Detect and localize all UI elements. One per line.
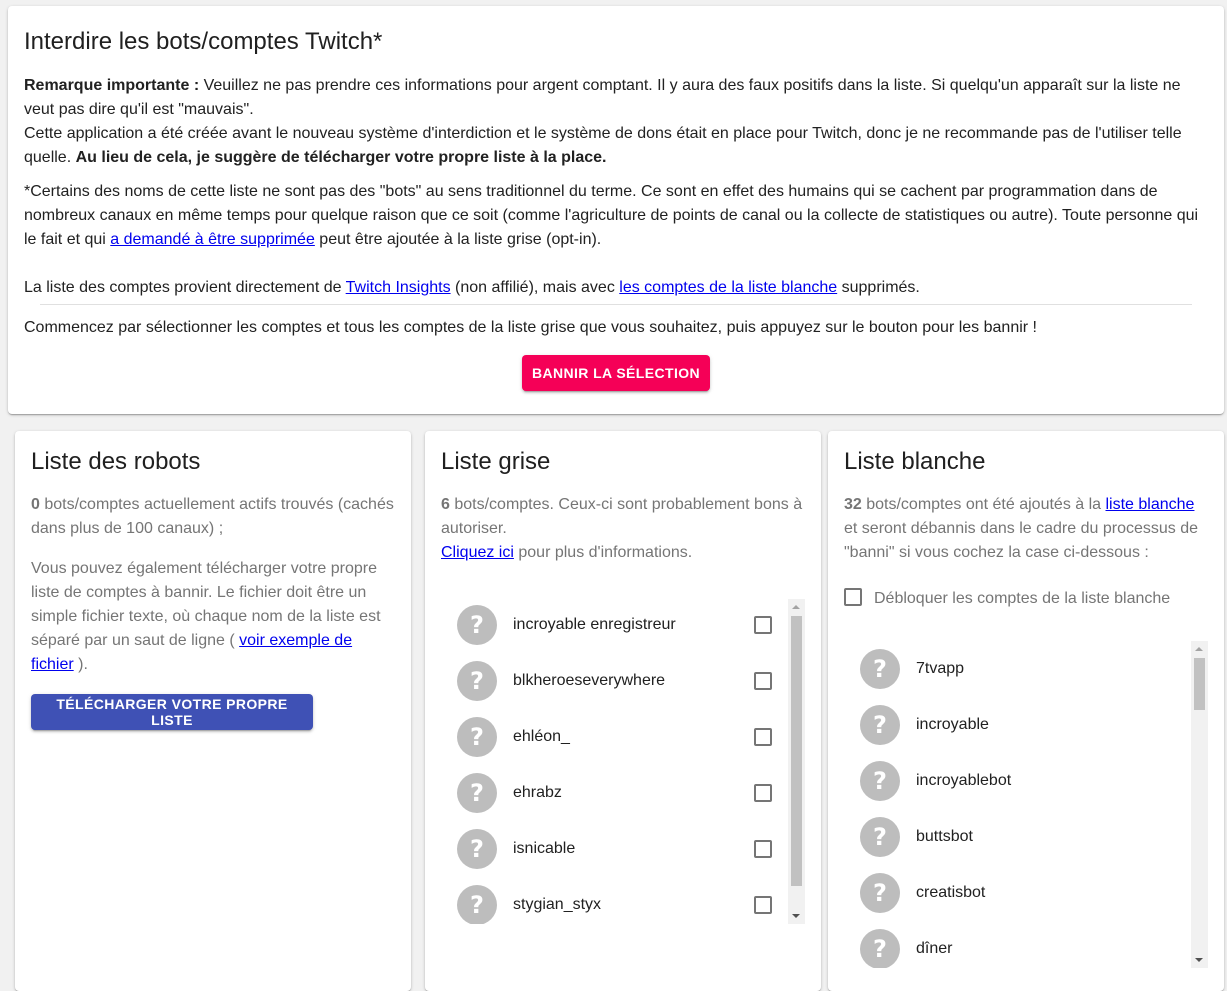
unban-whitelist-label[interactable]: Débloquer les comptes de la liste blanche (874, 590, 1171, 608)
upload-info (31, 557, 393, 677)
account-name: ehléon_ (513, 728, 570, 745)
whitelist-count-text (844, 493, 1208, 565)
account-name: ehrabz (513, 784, 562, 801)
select-checkbox[interactable] (754, 896, 772, 914)
list-item (844, 641, 1208, 697)
account-name: creatisbot (916, 884, 986, 901)
upload-text-end: ). (73, 656, 88, 673)
unknown-user-icon: ? (457, 829, 497, 869)
unknown-user-icon: ? (860, 929, 900, 968)
scroll-down-icon[interactable] (792, 914, 800, 918)
greylist-count: 6 (441, 496, 450, 513)
instructions: Commencez par sélectionner les comptes et tous les comptes de la liste grise que vous souhaitez, puis appuyez sur le bouton pour les bannir ! (24, 319, 1037, 336)
more-info-link[interactable]: Cliquez ici (441, 544, 514, 561)
list-item[interactable] (441, 877, 805, 924)
unknown-user-icon: ? (860, 873, 900, 913)
scroll-thumb[interactable] (791, 616, 802, 886)
unknown-user-icon: ? (457, 605, 497, 645)
unban-whitelist-checkbox[interactable] (844, 588, 862, 606)
account-name: incroyable (916, 716, 989, 733)
note-label: Remarque importante : (24, 77, 200, 94)
greylist-list[interactable] (441, 599, 805, 924)
source-text: La liste des comptes provient directement de (24, 279, 346, 296)
greylist-title: Liste grise (441, 448, 551, 475)
app-bold-text: Au lieu de cela, je suggère de télécharger votre propre liste à la place. (75, 149, 607, 166)
twitch-insights-link[interactable]: Twitch Insights (345, 279, 451, 296)
select-checkbox[interactable] (754, 840, 772, 858)
whitelist-link[interactable]: liste blanche (1105, 496, 1195, 513)
account-name: incroyable enregistreur (513, 616, 676, 633)
list-item (844, 921, 1208, 968)
footnote-text: *Certains des noms de cette liste ne sont pas des "bots" au sens traditionnel du terme. Ce sont en effet des humains qui se cachent par programmation dans de nombreux canaux en même temps pour quelque raison que ce soit (comme l'agriculture de points de canal ou la collecte de statistiques ou autre). Toute personne qui le fait et qui (24, 183, 1199, 248)
source-text-mid: (non affilié), mais avec (450, 279, 620, 296)
list-item (844, 753, 1208, 809)
scroll-down-icon[interactable] (1195, 958, 1203, 962)
app-text: Cette application a été créée avant le nouveau système d'interdiction et le système de dons était en place pour Twitch, donc je ne recommande pas de l'utiliser telle quelle. (24, 125, 1182, 166)
select-checkbox[interactable] (754, 672, 772, 690)
list-item[interactable] (441, 599, 805, 653)
account-name: dîner (916, 940, 953, 957)
bots-card (15, 431, 411, 991)
whitelist-count: 32 (844, 496, 862, 513)
unban-whitelist-option[interactable] (844, 590, 1170, 608)
upload-text: Vous pouvez également télécharger votre propre liste de comptes à bannir. Le fichier doit être un simple fichier texte, où chaque nom de la liste est séparé par un saut de ligne ( (31, 560, 381, 649)
scroll-thumb[interactable] (1194, 658, 1205, 710)
unknown-user-icon: ? (457, 661, 497, 701)
unknown-user-icon: ? (457, 773, 497, 813)
whitelist-count-desc: bots/comptes ont été ajoutés à la (861, 496, 1106, 513)
select-checkbox[interactable] (754, 784, 772, 802)
example-file-link[interactable]: voir exemple de fichier (31, 632, 353, 673)
select-checkbox[interactable] (754, 616, 772, 634)
footnote (24, 180, 1208, 252)
unknown-user-icon: ? (860, 817, 900, 857)
account-name: isnicable (513, 840, 576, 857)
whitelist-accounts-link[interactable]: les comptes de la liste blanche (619, 279, 838, 296)
page-title: Interdire les bots/comptes Twitch* (24, 28, 383, 55)
account-name: 7tvapp (916, 660, 965, 677)
account-name: blkheroeseverywhere (513, 672, 666, 689)
list-item[interactable] (441, 765, 805, 821)
removal-request-link[interactable]: a demandé à être supprimée (110, 231, 315, 248)
scroll-up-icon[interactable] (1195, 647, 1203, 651)
list-item[interactable] (441, 821, 805, 877)
source-note (24, 276, 1208, 300)
list-item[interactable] (441, 653, 805, 709)
list-item (844, 697, 1208, 753)
bots-title: Liste des robots (31, 448, 201, 475)
unknown-user-icon: ? (860, 649, 900, 689)
important-note (24, 74, 1208, 170)
list-item (844, 809, 1208, 865)
upload-list-button[interactable]: TÉLÉCHARGER VOTRE PROPRE LISTE (31, 694, 313, 730)
whitelist-title: Liste blanche (844, 448, 986, 475)
whitelist-scrollbar[interactable] (1191, 641, 1208, 968)
unknown-user-icon: ? (860, 705, 900, 745)
scroll-up-icon[interactable] (792, 605, 800, 609)
whitelist-count-desc-end: et seront débannis dans le cadre du processus de "banni" si vous cochez la case ci-dessous : (844, 520, 1199, 561)
account-name: stygian_styx (513, 896, 602, 913)
unknown-user-icon: ? (457, 885, 497, 924)
divider (40, 304, 1192, 305)
whitelist-list[interactable] (844, 641, 1208, 968)
note-text: Veuillez ne pas prendre ces informations pour argent comptant. Il y aura des faux positifs dans la liste. Si quelqu'un apparaît sur la liste ne veut pas dire qu'il est "mauvais". (24, 77, 1181, 118)
footnote-text-end: peut être ajoutée à la liste grise (opt-in). (314, 231, 602, 248)
bots-count-text (31, 493, 395, 541)
intro-card (8, 6, 1224, 414)
source-text-end: supprimés. (837, 279, 920, 296)
greylist-count-text (441, 493, 805, 565)
whitelist-card (828, 431, 1224, 991)
list-item[interactable] (441, 709, 805, 765)
unknown-user-icon: ? (457, 717, 497, 757)
unknown-user-icon: ? (860, 761, 900, 801)
ban-selection-button[interactable]: BANNIR LA SÉLECTION (522, 355, 710, 391)
list-item (844, 865, 1208, 921)
bots-count-desc: bots/comptes actuellement actifs trouvés (cachés dans plus de 100 canaux) ; (31, 496, 394, 537)
greylist-card (425, 431, 821, 991)
select-checkbox[interactable] (754, 728, 772, 746)
account-name: buttsbot (916, 828, 973, 845)
greylist-scrollbar[interactable] (788, 599, 805, 924)
bots-count: 0 (31, 496, 40, 513)
more-info-text: pour plus d'informations. (513, 544, 693, 561)
account-name: incroyablebot (916, 772, 1012, 789)
greylist-count-desc: bots/comptes. Ceux-ci sont probablement bons à autoriser. (441, 496, 803, 537)
